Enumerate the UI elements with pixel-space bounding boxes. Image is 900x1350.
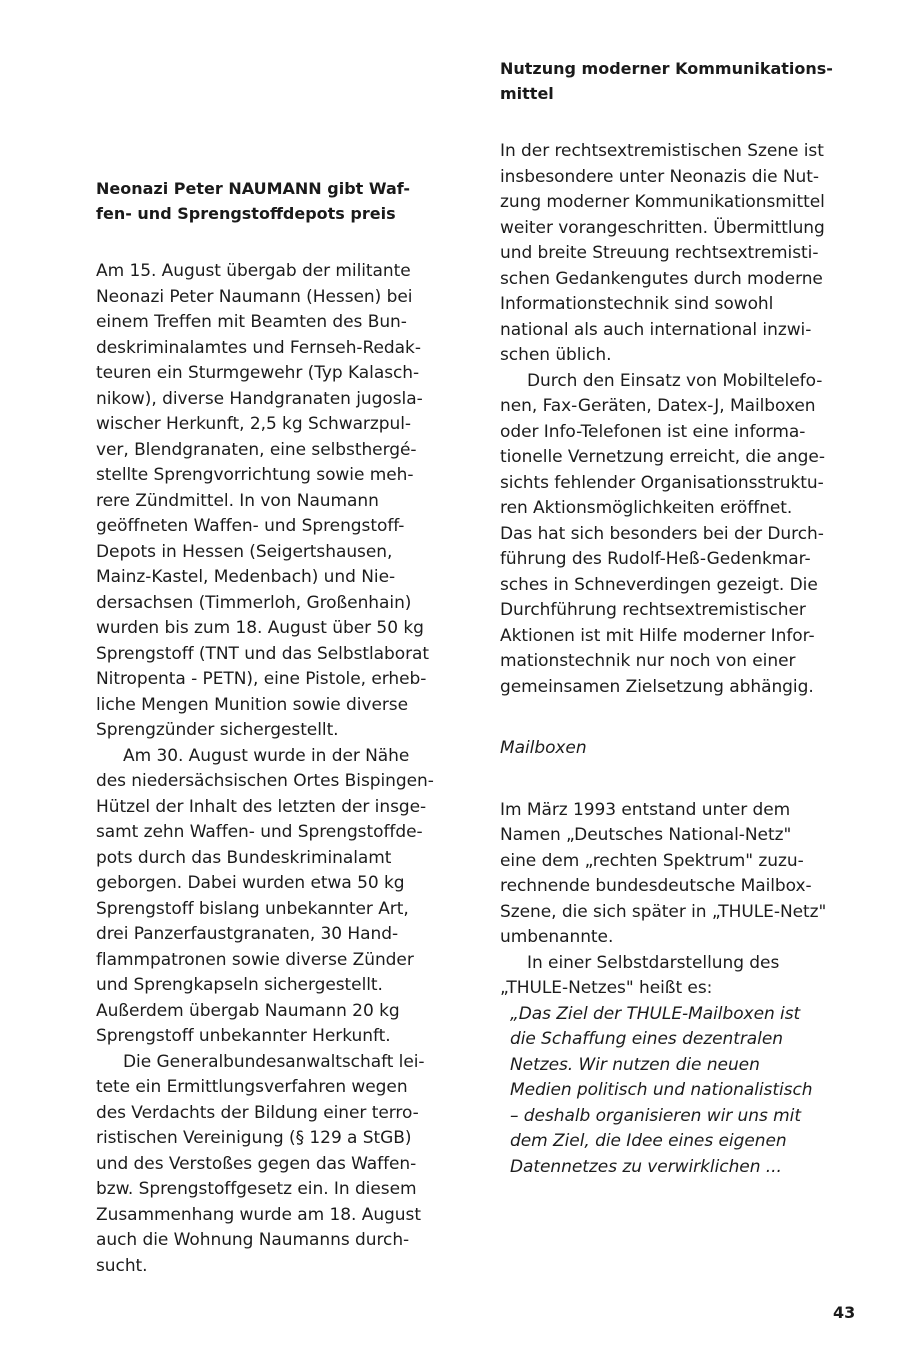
text-line: sichts fehlender Organisationsstruktu- bbox=[500, 472, 824, 493]
text-line: drei Panzerfaustgranaten, 30 Hand- bbox=[96, 924, 399, 944]
heading-line: Nutzung moderner Kommunikations- bbox=[500, 59, 833, 78]
text-line: schen üblich. bbox=[500, 345, 612, 365]
quote-line: die Schaffung eines dezentralen bbox=[510, 1029, 783, 1049]
text-line: Durch den Einsatz von Mobiltelefo- bbox=[527, 370, 823, 391]
text-line: sches in Schneverdingen gezeigt. Die bbox=[500, 574, 818, 595]
text-line: weiter vorangeschritten. Übermittlung bbox=[500, 217, 825, 238]
text-line: Namen „Deutsches National-Netz" bbox=[500, 825, 792, 845]
text-line: rere Zündmittel. In von Naumann bbox=[96, 490, 379, 511]
page-number: 43 bbox=[833, 1303, 856, 1322]
text-line: geborgen. Dabei wurden etwa 50 kg bbox=[96, 873, 405, 893]
text-line: Mainz-Kastel, Medenbach) und Nie- bbox=[96, 567, 396, 587]
text-line: auch die Wohnung Naumanns durch- bbox=[96, 1230, 410, 1250]
text-line: Sprengzünder sichergestellt. bbox=[96, 720, 339, 740]
subheading-mailboxen: Mailboxen bbox=[500, 738, 587, 758]
left-column bbox=[96, 176, 460, 1279]
text-line: ristischen Vereinigung (§ 129 a StGB) bbox=[96, 1128, 412, 1148]
quote-line: Medien politisch und nationalistisch bbox=[510, 1080, 813, 1100]
text-line: und Sprengkapseln sichergestellt. bbox=[96, 975, 383, 995]
paragraph bbox=[500, 139, 870, 369]
text-line: Außerdem übergab Naumann 20 kg bbox=[96, 1000, 400, 1021]
text-line: national als auch international inzwi- bbox=[500, 319, 812, 340]
text-line: stellte Sprengvorrichtung sowie meh- bbox=[96, 465, 414, 485]
text-line: einem Treffen mit Beamten des Bun- bbox=[96, 312, 407, 332]
text-line: mationstechnik nur noch von einer bbox=[500, 651, 796, 671]
section-heading-naumann bbox=[96, 176, 460, 226]
text-line: und des Verstoßes gegen das Waffen- bbox=[96, 1153, 417, 1174]
paragraph bbox=[500, 369, 870, 701]
heading-line: mittel bbox=[500, 84, 554, 103]
text-line: samt zehn Waffen- und Sprengstoffde- bbox=[96, 822, 423, 842]
section-heading-kommunikation bbox=[500, 56, 870, 106]
text-line: tionelle Vernetzung erreicht, die ange- bbox=[500, 447, 825, 467]
text-line: flammpatronen sowie diverse Zünder bbox=[96, 949, 414, 970]
text-line: Informationstechnik sind sowohl bbox=[500, 294, 774, 314]
paragraph bbox=[500, 951, 870, 1002]
text-line: des Verdachts der Bildung einer terro- bbox=[96, 1102, 419, 1123]
text-line: geöffneten Waffen- und Sprengstoff- bbox=[96, 516, 405, 536]
text-line: Sprengstoff (TNT und das Selbstlaborat bbox=[96, 643, 430, 664]
text-line: Depots in Hessen (Seigertshausen, bbox=[96, 541, 393, 562]
text-line: ren Aktionsmöglichkeiten eröffnet. bbox=[500, 498, 793, 518]
text-line: deskriminalamtes und Fernseh-Redak- bbox=[96, 337, 421, 358]
paragraph bbox=[96, 259, 460, 744]
text-line: Szene, die sich später in „THULE-Netz" bbox=[500, 901, 827, 922]
quote-line: Netzes. Wir nutzen die neuen bbox=[510, 1054, 760, 1075]
text-line: Im März 1993 entstand unter dem bbox=[500, 799, 791, 820]
heading-line: fen- und Sprengstoffdepots preis bbox=[96, 204, 396, 223]
paragraph bbox=[96, 744, 460, 1050]
text-line: Sprengstoff unbekannter Herkunft. bbox=[96, 1026, 391, 1046]
text-line: In der rechtsextremistischen Szene ist bbox=[500, 141, 824, 161]
text-line: Das hat sich besonders bei der Durch- bbox=[500, 523, 824, 544]
text-line: Neonazi Peter Naumann (Hessen) bei bbox=[96, 286, 413, 307]
paragraph bbox=[500, 798, 870, 951]
right-column bbox=[500, 56, 870, 1180]
text-line: schen Gedankengutes durch moderne bbox=[500, 268, 823, 289]
text-line: eine dem „rechten Spektrum" zuzu- bbox=[500, 850, 804, 871]
text-line: pots durch das Bundeskriminalamt bbox=[96, 847, 392, 868]
text-line: wischer Herkunft, 2,5 kg Schwarzpul- bbox=[96, 414, 411, 434]
text-line: bzw. Sprengstoffgesetz ein. In diesem bbox=[96, 1179, 417, 1199]
text-line: zung moderner Kommunikationsmittel bbox=[500, 192, 825, 212]
text-line: nen, Fax-Geräten, Datex-J, Mailboxen bbox=[500, 396, 816, 416]
quote-line: dem Ziel, die Idee eines eigenen bbox=[510, 1131, 787, 1151]
text-line: Nitropenta - PETN), eine Pistole, erheb- bbox=[96, 669, 427, 689]
text-line: gemeinsamen Zielsetzung abhängig. bbox=[500, 676, 814, 697]
text-line: des niedersächsischen Ortes Bispingen- bbox=[96, 771, 434, 791]
text-line: rechnende bundesdeutsche Mailbox- bbox=[500, 876, 812, 896]
heading-line: Neonazi Peter NAUMANN gibt Waf- bbox=[96, 179, 411, 198]
text-line: Zusammenhang wurde am 18. August bbox=[96, 1204, 421, 1225]
text-line: umbenannte. bbox=[500, 927, 614, 947]
text-line: teuren ein Sturmgewehr (Typ Kalasch- bbox=[96, 363, 420, 383]
quote-line: „Das Ziel der THULE-Mailboxen ist bbox=[510, 1003, 801, 1024]
text-line: Aktionen ist mit Hilfe moderner Infor- bbox=[500, 625, 815, 646]
text-line: insbesondere unter Neonazis die Nut- bbox=[500, 166, 819, 187]
quote-line: – deshalb organisieren wir uns mit bbox=[510, 1105, 801, 1126]
text-line: sucht. bbox=[96, 1255, 148, 1276]
thule-quote bbox=[500, 1002, 870, 1181]
text-line: tete ein Ermittlungsverfahren wegen bbox=[96, 1077, 408, 1097]
text-line: und breite Streuung rechtsextremisti- bbox=[500, 243, 819, 263]
text-line: führung des Rudolf-Heß-Gedenkmar- bbox=[500, 549, 811, 569]
text-line: Sprengstoff bislang unbekannter Art, bbox=[96, 898, 409, 919]
text-line: oder Info-Telefonen ist eine informa- bbox=[500, 421, 806, 442]
text-line: liche Mengen Munition sowie diverse bbox=[96, 694, 409, 715]
text-line: nikow), diverse Handgranaten jugosla- bbox=[96, 388, 423, 409]
text-line: Am 30. August wurde in der Nähe bbox=[123, 745, 410, 766]
paragraph bbox=[96, 1050, 460, 1280]
text-line: Am 15. August übergab der militante bbox=[96, 261, 411, 281]
quote-line: Datennetzes zu verwirklichen ... bbox=[510, 1156, 782, 1177]
text-line: In einer Selbstdarstellung des bbox=[527, 952, 780, 973]
text-line: wurden bis zum 18. August über 50 kg bbox=[96, 618, 424, 638]
text-line: Hützel der Inhalt des letzten der insge- bbox=[96, 796, 427, 817]
text-line: ver, Blendgranaten, eine selbsthergé- bbox=[96, 439, 417, 460]
text-line: Durchführung rechtsextremistischer bbox=[500, 600, 806, 620]
text-line: Die Generalbundesanwaltschaft lei- bbox=[123, 1051, 425, 1072]
text-line: dersachsen (Timmerloh, Großenhain) bbox=[96, 592, 412, 613]
text-line: „THULE-Netzes" heißt es: bbox=[500, 978, 713, 998]
